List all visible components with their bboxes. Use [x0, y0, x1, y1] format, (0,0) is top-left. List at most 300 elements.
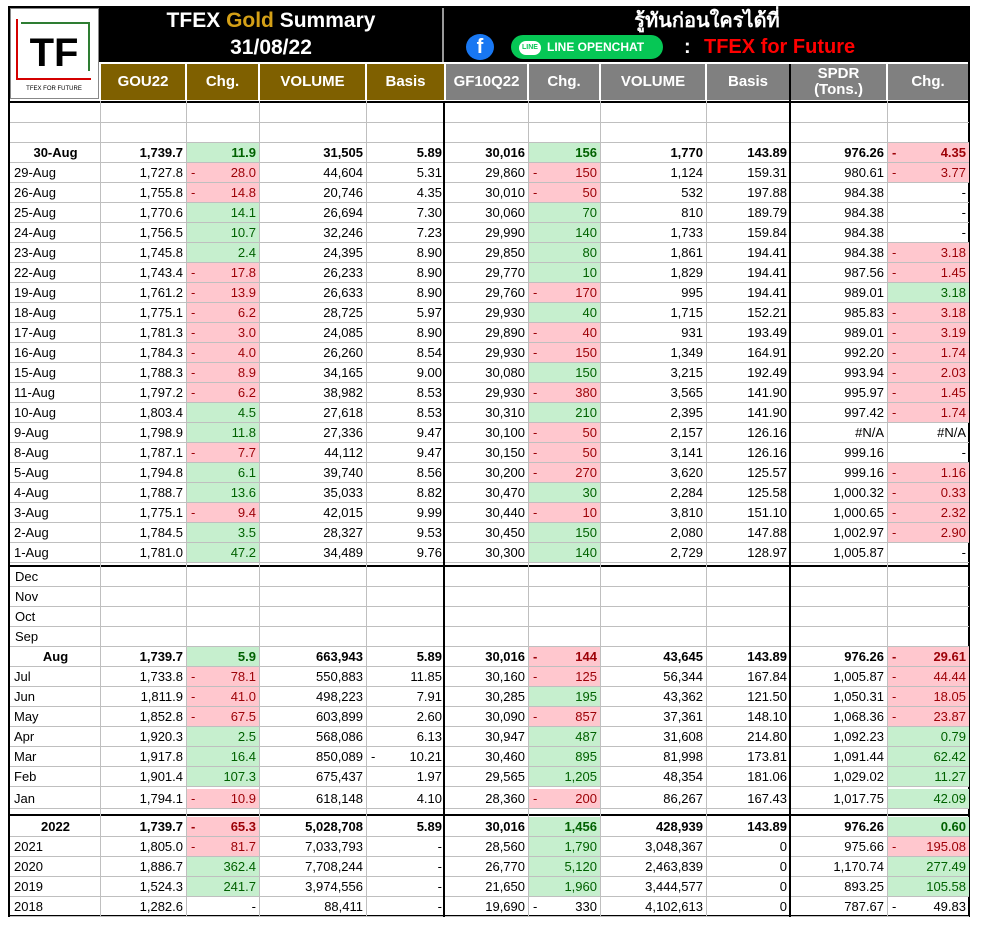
- cell-col4: 4.35: [416, 185, 442, 200]
- cell-col3: 26,233: [323, 265, 363, 280]
- cell-col6: 895: [529, 747, 600, 767]
- cell-col5: 28,560: [485, 839, 525, 854]
- cell-col1: 1,886.7: [139, 859, 183, 874]
- cell-col7: 1,733: [670, 225, 703, 240]
- cell-col9: 995.97: [844, 385, 884, 400]
- minus-sign: -: [533, 791, 538, 806]
- cell-col4: 8.53: [416, 405, 442, 420]
- cell-col8: 159.31: [747, 165, 787, 180]
- cell-col2: - 6.2: [187, 383, 259, 403]
- cell-col7: 532: [681, 185, 703, 200]
- cell-col10: - 4.35: [888, 143, 969, 163]
- cell-col6: 156: [529, 143, 600, 163]
- cell-col3: 618,148: [316, 791, 363, 806]
- cell-col0: 24-Aug: [14, 225, 56, 240]
- cell-col2: - 13.9: [187, 283, 259, 303]
- grid-line: [366, 101, 367, 917]
- cell-col3: 498,223: [316, 689, 363, 704]
- cell-col10: 0.60: [888, 817, 969, 837]
- minus-sign: -: [892, 365, 897, 380]
- cell-col6: - 50: [529, 183, 600, 203]
- minus-sign: -: [892, 839, 897, 854]
- minus-sign: -: [892, 405, 897, 420]
- cell-col2: - 81.7: [187, 837, 259, 857]
- cell-col8: 189.79: [747, 205, 787, 220]
- cell-col8: 141.90: [747, 385, 787, 400]
- cell-col8: 164.91: [747, 345, 787, 360]
- cell-col1: 1,805.0: [139, 839, 183, 854]
- cell-col6: 80: [529, 243, 600, 263]
- minus-sign: -: [892, 669, 897, 684]
- cell-col6: - 150: [529, 163, 600, 183]
- cell-col10: - 29.61: [888, 647, 969, 667]
- cell-col1: 1,798.9: [139, 425, 183, 440]
- cell-col7: 3,565: [670, 385, 703, 400]
- cell-col10: #N/A: [937, 425, 966, 440]
- cell-col2: - 8.9: [187, 363, 259, 383]
- cell-col8: 193.49: [747, 325, 787, 340]
- grid-line: [186, 101, 187, 917]
- cell-col2: - 28.0: [187, 163, 259, 183]
- minus-sign: -: [191, 505, 196, 520]
- cell-col3: 42,015: [323, 505, 363, 520]
- cell-col1: 1,788.3: [139, 365, 183, 380]
- minus-sign: -: [892, 649, 897, 664]
- cell-col4: 9.00: [416, 365, 442, 380]
- cell-col3: 27,618: [323, 405, 363, 420]
- cell-col2: 107.3: [187, 767, 259, 787]
- minus-sign: -: [892, 345, 897, 360]
- grid-line: [887, 101, 888, 917]
- cell-col2: 16.4: [187, 747, 259, 767]
- cell-col1: 1,761.2: [139, 285, 183, 300]
- cell-col0: 2018: [14, 899, 43, 914]
- cell-col9: 989.01: [844, 285, 884, 300]
- cell-col10: - 3.19: [888, 323, 969, 343]
- cell-col2: 5.9: [187, 647, 259, 667]
- cell-col2: 10.7: [187, 223, 259, 243]
- cell-col1: 1,784.5: [139, 525, 183, 540]
- cell-col4: - 10.21: [367, 747, 445, 767]
- grid-line: [10, 586, 969, 587]
- cell-col5: 29,850: [485, 245, 525, 260]
- cell-col3: 32,246: [323, 225, 363, 240]
- cell-col1: 1,743.4: [139, 265, 183, 280]
- cell-col3: 27,336: [323, 425, 363, 440]
- cell-col0: 17-Aug: [14, 325, 56, 340]
- cell-col4: 9.47: [416, 425, 442, 440]
- cell-col10: - 1.45: [888, 263, 969, 283]
- cell-col2: - 10.9: [187, 789, 259, 809]
- cell-col5: 30,080: [485, 365, 525, 380]
- cell-col0: 11-Aug: [14, 385, 55, 400]
- cell-col7: 3,141: [670, 445, 703, 460]
- minus-sign: -: [191, 265, 196, 280]
- cell-col3: 38,982: [323, 385, 363, 400]
- cell-col0: 30-Aug: [33, 145, 78, 160]
- cell-col9: 1,029.02: [833, 769, 884, 784]
- cell-col9: 993.94: [844, 365, 884, 380]
- cell-col1: 1,775.1: [139, 505, 183, 520]
- cell-col1: 1,756.5: [139, 225, 183, 240]
- cell-col10: - 23.87: [888, 707, 969, 727]
- cell-col8: 143.89: [747, 145, 787, 160]
- minus-sign: -: [191, 325, 196, 340]
- cell-col8: 0: [779, 859, 787, 874]
- cell-col6: 195: [529, 687, 600, 707]
- cell-col8: 143.89: [747, 649, 787, 664]
- cell-col4: 5.89: [416, 649, 442, 664]
- cell-col6: - 857: [529, 707, 600, 727]
- cell-col1: 1,787.1: [139, 445, 183, 460]
- cell-col9: 1,002.97: [833, 525, 884, 540]
- cell-col4: 8.53: [416, 385, 442, 400]
- cell-col5: 21,650: [485, 879, 525, 894]
- month-label: Nov: [15, 589, 39, 604]
- cell-col1: 1,784.3: [139, 345, 183, 360]
- cell-col5: 30,016: [485, 649, 525, 664]
- cell-col8: 147.88: [747, 525, 787, 540]
- cell-col6: - 200: [529, 789, 600, 809]
- minus-sign: -: [191, 305, 196, 320]
- cell-col0: 2020: [14, 859, 43, 874]
- cell-col7: 995: [681, 285, 703, 300]
- minus-sign: -: [533, 165, 538, 180]
- cell-col9: 1,050.31: [833, 689, 884, 704]
- minus-sign: -: [533, 185, 538, 200]
- grid-line: [10, 916, 969, 917]
- cell-col2: - 65.3: [187, 817, 259, 837]
- column-header-5: GF10Q22: [446, 64, 527, 100]
- cell-col8: 192.49: [747, 365, 787, 380]
- cell-col4: 8.56: [416, 465, 442, 480]
- minus-sign: -: [892, 325, 897, 340]
- cell-col6: 140: [529, 543, 600, 563]
- minus-sign: -: [892, 465, 897, 480]
- cell-col10: 105.58: [888, 877, 969, 897]
- cell-col3: 675,437: [316, 769, 363, 784]
- cell-col0: 19-Aug: [14, 285, 56, 300]
- cell-col7: 1,124: [670, 165, 703, 180]
- minus-sign: -: [892, 245, 897, 260]
- cell-col5: 30,460: [485, 749, 525, 764]
- cell-col8: 0: [779, 899, 787, 914]
- cell-col6: 40: [529, 303, 600, 323]
- cell-col8: 151.10: [747, 505, 787, 520]
- cell-col6: - 50: [529, 443, 600, 463]
- cell-col1: 1,797.2: [139, 385, 183, 400]
- cell-col9: 999.16: [844, 445, 884, 460]
- report-date: 31/08/22: [230, 36, 312, 59]
- grid-line: [100, 101, 101, 917]
- minus-sign: -: [533, 445, 538, 460]
- cell-col6: - 150: [529, 343, 600, 363]
- cell-col0: 4-Aug: [14, 485, 49, 500]
- minus-sign: -: [533, 669, 538, 684]
- cell-col10: -: [961, 545, 966, 560]
- cell-col5: 26,770: [485, 859, 525, 874]
- cell-col8: 0: [779, 879, 787, 894]
- cell-col6: 150: [529, 363, 600, 383]
- cell-col1: 1,811.9: [140, 689, 183, 704]
- cell-col2: 2.5: [187, 727, 259, 747]
- cell-col5: 30,450: [485, 525, 525, 540]
- cell-col10: - 3.18: [888, 303, 969, 323]
- cell-col3: 5,028,708: [305, 819, 363, 834]
- cell-col2: 3.5: [187, 523, 259, 543]
- cell-col6: - 40: [529, 323, 600, 343]
- cell-col3: 663,943: [316, 649, 363, 664]
- cell-col0: Apr: [14, 729, 35, 744]
- cell-col2: 11.9: [187, 143, 259, 163]
- cell-col9: 1,091.44: [833, 749, 884, 764]
- cell-col10: 62.42: [888, 747, 969, 767]
- cell-col5: 29,770: [485, 265, 525, 280]
- cell-col10: - 2.90: [888, 523, 969, 543]
- minus-sign: -: [533, 899, 538, 914]
- cell-col8: 159.84: [747, 225, 787, 240]
- cell-col4: 6.13: [416, 729, 442, 744]
- cell-col8: 0: [779, 839, 787, 854]
- cell-col1: 1,733.8: [139, 669, 183, 684]
- minus-sign: -: [191, 669, 196, 684]
- cell-col5: 19,690: [485, 899, 525, 914]
- cell-col8: 194.41: [747, 285, 787, 300]
- grid-line: [528, 101, 529, 917]
- cell-col4: -: [437, 839, 442, 854]
- cell-col1: 1,739.7: [139, 649, 183, 664]
- cell-col7: 3,048,367: [645, 839, 703, 854]
- cell-col10: -: [961, 225, 966, 240]
- cell-col7: 428,939: [656, 819, 703, 834]
- cell-col4: 5.89: [416, 145, 442, 160]
- column-header-6: Chg.: [529, 64, 599, 100]
- cell-col0: Jan: [14, 791, 35, 806]
- cell-col9: 1,068.36: [833, 709, 884, 724]
- cell-col6: - 330: [529, 897, 600, 917]
- cell-col9: 976.26: [844, 819, 884, 834]
- minus-sign: -: [892, 385, 897, 400]
- cell-col9: 992.20: [844, 345, 884, 360]
- cell-col3: 34,489: [323, 545, 363, 560]
- cell-col10: 277.49: [888, 857, 969, 877]
- line-openchat-button[interactable]: [511, 35, 663, 59]
- cell-col0: 22-Aug: [14, 265, 56, 280]
- cell-col9: 984.38: [844, 185, 884, 200]
- cell-col0: May: [14, 709, 39, 724]
- cell-col9: 1,092.23: [833, 729, 884, 744]
- cell-col7: 2,395: [670, 405, 703, 420]
- cell-col9: 1,170.74: [833, 859, 884, 874]
- cell-col9: 987.56: [844, 265, 884, 280]
- minus-sign: -: [533, 345, 538, 360]
- cell-col3: 28,327: [323, 525, 363, 540]
- cell-col6: - 10: [529, 503, 600, 523]
- minus-sign: -: [191, 345, 196, 360]
- cell-col7: 43,362: [663, 689, 703, 704]
- cell-col8: 121.50: [747, 689, 787, 704]
- cell-col0: Mar: [14, 749, 37, 764]
- cell-col5: 30,200: [485, 465, 525, 480]
- cell-col1: 1,803.4: [139, 405, 183, 420]
- minus-sign: -: [892, 165, 897, 180]
- cell-col6: 1,205: [529, 767, 600, 787]
- grid-line: [443, 101, 445, 917]
- cell-col1: 1,781.0: [139, 545, 183, 560]
- cell-col8: 128.97: [747, 545, 787, 560]
- cell-col3: 39,740: [323, 465, 363, 480]
- cell-col10: - 2.03: [888, 363, 969, 383]
- cell-col5: 30,470: [485, 485, 525, 500]
- cell-col8: 194.41: [747, 245, 787, 260]
- cell-col4: 8.90: [416, 245, 442, 260]
- cell-col3: 3,974,556: [305, 879, 363, 894]
- cell-col3: 26,694: [323, 205, 363, 220]
- cell-col9: 1,000.65: [833, 505, 884, 520]
- minus-sign: -: [892, 265, 897, 280]
- cell-col7: 48,354: [663, 769, 703, 784]
- cell-col8: 152.21: [747, 305, 787, 320]
- cell-col4: 5.89: [416, 819, 442, 834]
- cell-col7: 1,829: [670, 265, 703, 280]
- cell-col0: Jun: [14, 689, 35, 704]
- minus-sign: -: [191, 689, 196, 704]
- minus-sign: -: [533, 325, 538, 340]
- cell-col0: 10-Aug: [14, 405, 56, 420]
- minus-sign: -: [191, 385, 196, 400]
- cell-col5: 30,300: [485, 545, 525, 560]
- cell-col4: -: [437, 859, 442, 874]
- cell-col2: - 7.7: [187, 443, 259, 463]
- cell-col2: 6.1: [187, 463, 259, 483]
- cell-col3: 44,604: [323, 165, 363, 180]
- cell-col1: 1,745.8: [139, 245, 183, 260]
- cell-col3: 31,505: [323, 145, 363, 160]
- month-label: Oct: [15, 609, 36, 624]
- cell-col3: 7,708,244: [305, 859, 363, 874]
- cell-col8: 141.90: [747, 405, 787, 420]
- cell-col8: 173.81: [747, 749, 787, 764]
- cell-col4: 7.91: [416, 689, 442, 704]
- facebook-icon[interactable]: f: [466, 34, 494, 60]
- cell-col1: 1,901.4: [139, 769, 183, 784]
- cell-col3: 24,395: [323, 245, 363, 260]
- cell-col5: 30,100: [485, 425, 525, 440]
- cell-col10: - 2.32: [888, 503, 969, 523]
- line-icon: LINE: [519, 41, 541, 55]
- cell-col6: 5,120: [529, 857, 600, 877]
- minus-sign: -: [533, 709, 538, 724]
- cell-col4: 8.82: [416, 485, 442, 500]
- cell-col9: 980.61: [844, 165, 884, 180]
- cell-col1: 1,775.1: [139, 305, 183, 320]
- cell-col9: 984.38: [844, 205, 884, 220]
- column-header-1: GOU22: [101, 64, 185, 100]
- cell-col5: 29,860: [485, 165, 525, 180]
- cell-col1: 1,788.7: [139, 485, 183, 500]
- cell-col5: 30,150: [485, 445, 525, 460]
- cell-col10: 42.09: [888, 789, 969, 809]
- thai-slogan: รู้ทันก่อนใครได้ที่: [634, 10, 780, 32]
- cell-col2: - 78.1: [187, 667, 259, 687]
- grid-line: [600, 101, 601, 917]
- grid-line: [10, 814, 969, 816]
- minus-sign: -: [191, 165, 196, 180]
- cell-col5: 30,285: [485, 689, 525, 704]
- cell-col0: 5-Aug: [14, 465, 49, 480]
- cell-col2: 241.7: [187, 877, 259, 897]
- cell-col1: 1,524.3: [139, 879, 183, 894]
- cell-col10: - 195.08: [888, 837, 969, 857]
- cell-col1: 1,770.6: [139, 205, 183, 220]
- cell-col0: Aug: [42, 649, 69, 664]
- cell-col4: 7.30: [416, 205, 442, 220]
- cell-col0: 2021: [14, 839, 43, 854]
- cell-col9: 893.25: [844, 879, 884, 894]
- cell-col7: 2,284: [670, 485, 703, 500]
- cell-col1: 1,727.8: [139, 165, 183, 180]
- cell-col5: 30,947: [485, 729, 525, 744]
- grid-line: [10, 786, 969, 787]
- cell-col4: 11.85: [410, 669, 442, 684]
- cell-col7: 1,715: [670, 305, 703, 320]
- minus-sign: -: [533, 649, 538, 664]
- cell-col10: 0.79: [888, 727, 969, 747]
- cell-col5: 30,440: [485, 505, 525, 520]
- cell-col0: 16-Aug: [14, 345, 56, 360]
- cell-col5: 29,565: [485, 769, 525, 784]
- cell-col3: 20,746: [323, 185, 363, 200]
- cell-col4: 2.60: [416, 709, 442, 724]
- cell-col7: 86,267: [663, 791, 703, 806]
- cell-col5: 29,760: [485, 285, 525, 300]
- minus-sign: -: [892, 485, 897, 500]
- cell-col2: - 67.5: [187, 707, 259, 727]
- cell-col6: - 50: [529, 423, 600, 443]
- cell-col7: 2,157: [670, 425, 703, 440]
- cell-col5: 29,890: [485, 325, 525, 340]
- cell-col7: 810: [681, 205, 703, 220]
- minus-sign: -: [892, 305, 897, 320]
- cell-col0: 2019: [14, 879, 43, 894]
- cell-col4: 9.53: [416, 525, 442, 540]
- column-header-8: Basis: [707, 64, 789, 100]
- grid-line: [706, 101, 707, 917]
- cell-col5: 29,930: [485, 385, 525, 400]
- cell-col10: - 3.77: [888, 163, 969, 183]
- cell-col1: 1,794.1: [139, 791, 183, 806]
- minus-sign: -: [533, 505, 538, 520]
- grid-line: [259, 101, 260, 917]
- minus-sign: -: [191, 839, 196, 854]
- cell-col10: - 3.18: [888, 243, 969, 263]
- cell-col8: 125.58: [747, 485, 787, 500]
- cell-col10: 3.18: [888, 283, 969, 303]
- cell-col6: 1,960: [529, 877, 600, 897]
- cell-col8: 125.57: [747, 465, 787, 480]
- cell-col4: 8.54: [416, 345, 442, 360]
- cell-col9: 976.26: [844, 145, 884, 160]
- cell-col4: 9.47: [416, 445, 442, 460]
- cell-col1: 1,794.8: [139, 465, 183, 480]
- minus-sign: -: [191, 709, 196, 724]
- cell-col2: 11.8: [187, 423, 259, 443]
- cell-col0: Jul: [14, 669, 31, 684]
- cell-col8: 143.89: [747, 819, 787, 834]
- cell-col4: -: [437, 879, 442, 894]
- cell-col7: 3,444,577: [645, 879, 703, 894]
- cell-col0: 2022: [41, 819, 70, 834]
